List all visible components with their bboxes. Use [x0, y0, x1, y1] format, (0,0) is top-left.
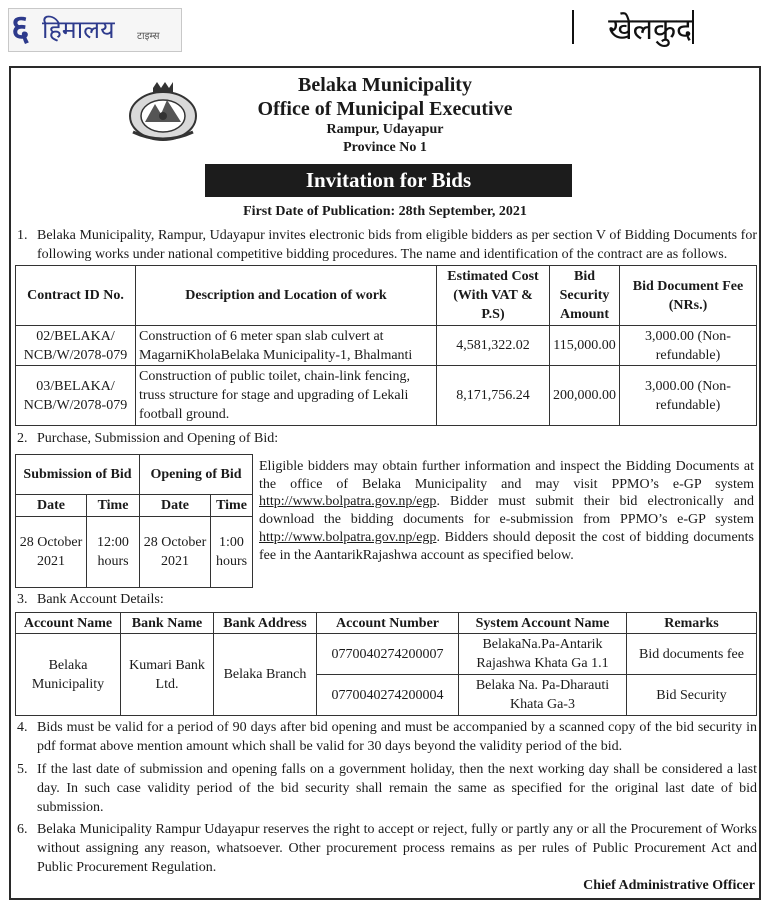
bid-info-part: . Bidder must submit their bid electronically and download the bidding documents for e-submission from PPMO’s e-GP system: [259, 494, 754, 528]
province: Province No 1: [343, 140, 427, 155]
bank-address: Belaka Branch: [214, 634, 317, 716]
table-header: Remarks: [627, 613, 757, 634]
paragraph-4: [17, 718, 757, 756]
newspaper-masthead: [0, 0, 772, 58]
account-number: 0770040274200004: [317, 675, 459, 716]
paragraph-text: Belaka Municipality, Rampur, Udayapur invites electronic bids from eligible bidders as per section V of Bidding Documents for following works under national competitive bidding procedures. The name and identification of the contract are as follows.: [37, 228, 757, 262]
bid-info-text: [259, 458, 754, 564]
opening-header: Opening of Bid: [140, 455, 253, 495]
table-header: System Account Name: [459, 613, 627, 634]
estimated-cost: 8,171,756.24: [437, 366, 550, 426]
time-header: Time: [211, 495, 253, 517]
opening-time: 1:00 hours: [211, 517, 253, 588]
table-row: [16, 326, 757, 366]
section-label: खेलकुद: [608, 12, 692, 47]
office-address: Rampur, Udayapur: [326, 122, 444, 137]
table-row: [16, 634, 757, 675]
estimated-cost: 4,581,322.02: [437, 326, 550, 366]
table-header: Bank Address: [214, 613, 317, 634]
paragraph-number: 4.: [17, 720, 28, 735]
account-name: Belaka Municipality: [16, 634, 121, 716]
office-name: Office of Municipal Executive: [257, 98, 513, 120]
table-header: Contract ID No.: [16, 266, 136, 326]
table-row: [16, 517, 253, 588]
table-header-row: [16, 613, 757, 634]
paragraph-5: [17, 760, 757, 817]
logo-tag: टाइम्स: [137, 31, 160, 42]
remarks: Bid Security: [627, 675, 757, 716]
document-fee: 3,000.00 (Non- refundable): [620, 366, 757, 426]
bank-details-table: [15, 612, 757, 716]
opening-date: 28 October 2021: [140, 517, 211, 588]
work-description: Construction of 6 meter span slab culvert at MagarniKholaBelaka Municipality-1, Bhalmanti: [136, 326, 437, 366]
paragraph-text: Purchase, Submission and Opening of Bid:: [37, 431, 279, 446]
paragraph-3: [17, 590, 757, 609]
logo-mark: ६: [11, 8, 30, 49]
system-account-name: BelakaNa.Pa-Antarik Rajashwa Khata Ga 1.1: [459, 634, 627, 675]
notice-title: Invitation for Bids: [205, 164, 572, 197]
paragraph-6: [17, 820, 757, 877]
table-header: Account Name: [16, 613, 121, 634]
submission-time: 12:00 hours: [87, 517, 140, 588]
municipality-name: Belaka Municipality: [298, 74, 472, 96]
date-header: Date: [140, 495, 211, 517]
signature-title: Chief Administrative Officer: [583, 878, 755, 893]
paragraph-2: [17, 429, 757, 448]
table-row: [16, 366, 757, 426]
paragraph-text: Belaka Municipality Rampur Udayapur reserves the right to accept or reject, fully or partly any or all the Procurement of Works without assigning any reason, whatsoever. Other procurement process remains as per rules of Public Procurement Act and Public Procurement Regulation.: [37, 822, 757, 875]
bid-security: 200,000.00: [550, 366, 620, 426]
table-header: Bid Security Amount: [550, 266, 620, 326]
paragraph-number: 1.: [17, 228, 28, 243]
paragraph-number: 3.: [17, 592, 28, 607]
table-header: Description and Location of work: [136, 266, 437, 326]
logo-name: हिमालय: [42, 15, 115, 44]
account-number: 0770040274200007: [317, 634, 459, 675]
time-header: Time: [87, 495, 140, 517]
date-header: Date: [16, 495, 87, 517]
egp-link[interactable]: http://www.bolpatra.gov.np/egp: [259, 529, 437, 545]
bid-security: 115,000.00: [550, 326, 620, 366]
bid-schedule-table: [15, 454, 253, 588]
paragraph-text: Bids must be valid for a period of 90 days after bid opening and must be accompanied by a scanned copy of the bid security in pdf format above mention amount which shall be valid for 30 days beyond the validity period of the bid.: [37, 720, 757, 754]
paragraph-number: 6.: [17, 822, 28, 837]
table-header: Account Number: [317, 613, 459, 634]
paragraph-number: 2.: [17, 431, 28, 446]
submission-date: 28 October 2021: [16, 517, 87, 588]
section-divider-left: [572, 10, 574, 44]
contract-id: 03/BELAKA/ NCB/W/2078-079: [16, 366, 136, 426]
table-header-row: [16, 495, 253, 517]
table-header: Bid Document Fee (NRs.): [620, 266, 757, 326]
bid-info-part: . Bidders should deposit the cost of bidding documents fee in the AantarikRajashwa account as specified below.: [259, 529, 754, 563]
work-description: Construction of public toilet, chain-link fencing, truss structure for stage and upgrading of Lekali football ground.: [136, 366, 437, 426]
section-divider-right: [692, 10, 694, 44]
system-account-name: Belaka Na. Pa-Dharauti Khata Ga-3: [459, 675, 627, 716]
bid-info-part: Eligible bidders may obtain further information and inspect the Bidding Documents at the office of Belaka Municipality and may visit PPMO’s e-GP system: [259, 459, 754, 492]
paragraph-text: If the last date of submission and opening falls on a government holiday, then the next working day shall be considered a last day. In such case validity period of the bid security shall remain the same as specified for the original last date of bid submission.: [37, 762, 757, 815]
table-header: Estimated Cost (With VAT & P.S): [437, 266, 550, 326]
paragraph-text: Bank Account Details:: [37, 592, 164, 607]
contract-id: 02/BELAKA/ NCB/W/2078-079: [16, 326, 136, 366]
publication-date: First Date of Publication: 28th September, 2021: [243, 204, 527, 219]
table-header-row: [16, 455, 253, 495]
bid-notice: [9, 66, 761, 900]
document-fee: 3,000.00 (Non- refundable): [620, 326, 757, 366]
bank-name: Kumari Bank Ltd.: [121, 634, 214, 716]
paragraph-1: [17, 226, 757, 264]
submission-header: Submission of Bid: [16, 455, 140, 495]
table-header-row: [16, 266, 757, 326]
remarks: Bid documents fee: [627, 634, 757, 675]
works-table: [15, 265, 757, 426]
newspaper-logo: [8, 8, 182, 52]
table-header: Bank Name: [121, 613, 214, 634]
paragraph-number: 5.: [17, 762, 28, 777]
egp-link[interactable]: http://www.bolpatra.gov.np/egp: [259, 494, 437, 510]
